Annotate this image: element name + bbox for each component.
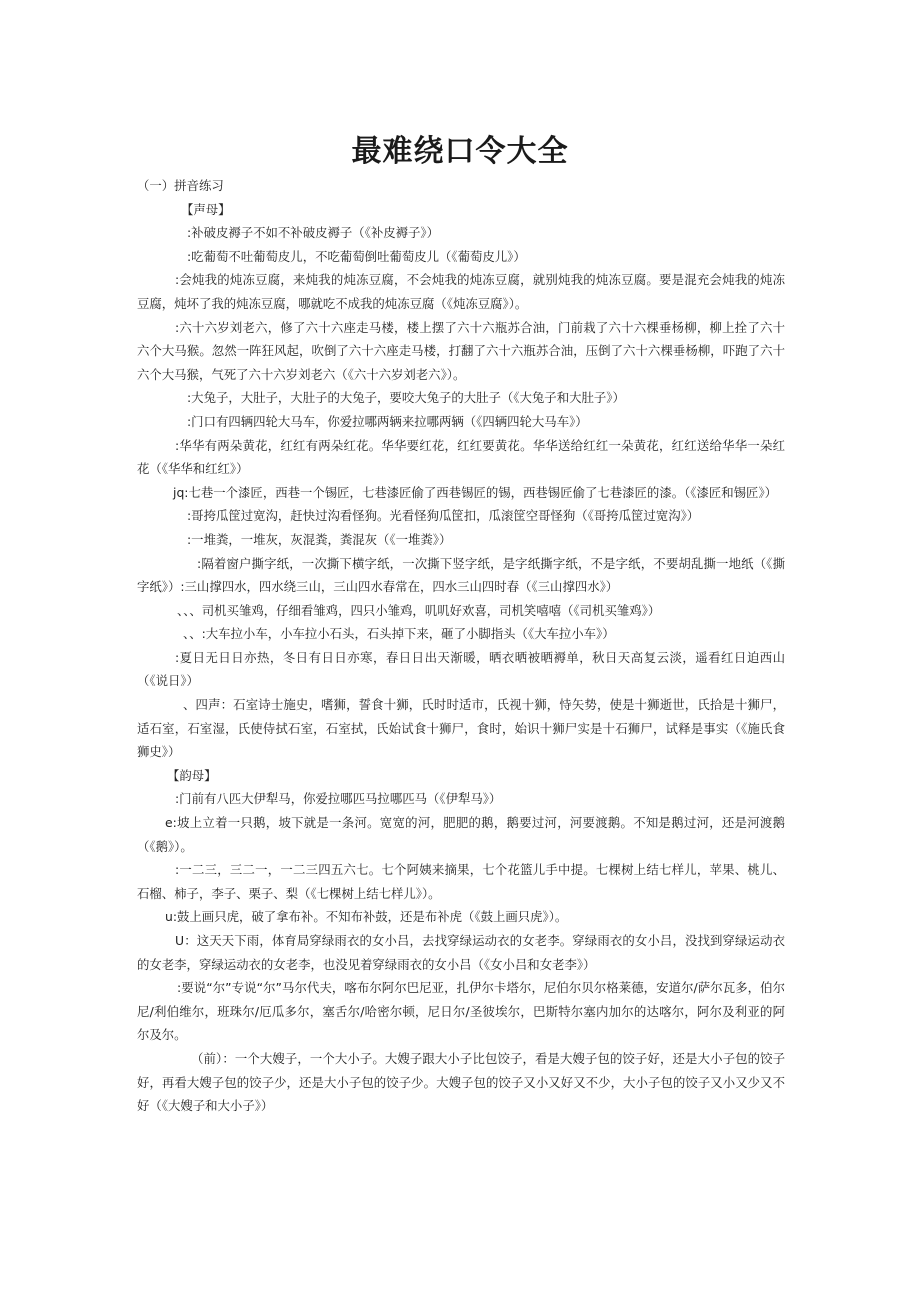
paragraph: 、四声：石室诗士施史，嗜狮，誓食十狮，氏时时适市，氏视十狮，恃矢势，使是十狮逝世，氏拾是十狮尸，适石室，石室湿，氏使侍拭石室，石室拭，氏始试食十狮尸，食时，始识十狮尸实是十石狮尸，试释是事实（《施氏食狮史》） [137, 697, 785, 760]
subheading-initials: 【声母】 [181, 201, 231, 217]
paragraph: :门口有四辆四轮大马车，你爱拉哪两辆来拉哪两辆（《四辆四轮大马车》） [187, 413, 588, 429]
paragraph: :隔着窗户撕字纸，一次撕下横字纸，一次撕下竖字纸，是字纸撕字纸，不是字纸，不要胡乱撕一地纸（《撕字纸》）:三山撑四水，四水绕三山，三山四水春常在，四水三山四时春（《三山撑四水》） [137, 555, 785, 595]
paragraph: （前）：一个大嫂子，一个大小子。大嫂子跟大小子比包饺子，看是大嫂子包的饺子好，还是大小子包的饺子好，再看大嫂子包的饺子少，还是大小子包的饺子少。大嫂子包的饺子又小又好又不少，大小子包的饺子又小又少又不好（《大嫂子和大小子》） [137, 1050, 785, 1114]
section-heading: （一）拼音练习 [137, 178, 224, 193]
paragraph: 、、:大车拉小车，小车拉小石头，石头掉下来，砸了小脚指头（《大车拉小车》） [183, 626, 615, 642]
paragraph: :六十六岁刘老六，修了六十六座走马楼，楼上摆了六十六瓶苏合油，门前栽了六十六棵垂杨柳，柳上拴了六十六个大马猴。忽然一阵狂风起，吹倒了六十六座走马楼，打翻了六十六瓶苏合油，压倒了六十六棵垂杨柳，吓跑了六十六个大马猴，气死了六十六岁刘老六（《六十六岁刘老六》）。 [137, 319, 785, 382]
paragraph: U：这天天下雨，体育局穿绿雨衣的女小吕，去找穿绿运动衣的女老李。穿绿雨衣的女小吕，没找到穿绿运动衣的女老李，穿绿运动衣的女老李，也没见着穿绿雨衣的女小吕（《女小吕和女老李》） [137, 933, 785, 972]
paragraph: e:坡上立着一只鹅，坡下就是一条河。宽宽的河，肥肥的鹅，鹅要过河，河要渡鹅。不知是鹅过河，还是河渡鹅（《鹅》）。 [137, 815, 785, 854]
document-body [137, 174, 785, 1118]
paragraph: :一堆粪，一堆灰，灰混粪，粪混灰（《一堆粪》） [187, 531, 452, 547]
paragraph: :夏日无日日亦热，冬日有日日亦寒，春日日出天渐暖，晒衣晒被晒褥单，秋日天高复云淡，遥看红日迫西山（《说日》） [137, 649, 785, 689]
paragraph: :门前有八匹大伊犁马，你爱拉哪匹马拉哪匹马（《伊犁马》） [175, 791, 502, 807]
paragraph: :大兔子，大肚子，大肚子的大兔子，要咬大兔子的大肚子（《大兔子和大肚子》） [187, 390, 625, 406]
paragraph: :会炖我的炖冻豆腐，来炖我的炖冻豆腐，不会炖我的炖冻豆腐，就别炖我的炖冻豆腐。要是混充会炖我的炖冻豆腐，炖坏了我的炖冻豆腐，哪就吃不成我的炖冻豆腐（《炖冻豆腐》）。 [137, 272, 785, 311]
paragraph: :补破皮褥子不如不补破皮褥子（《补皮褥子》） [187, 225, 439, 241]
paragraph: :吃葡萄不吐葡萄皮儿，不吃葡萄倒吐葡萄皮儿（《葡萄皮儿》） [187, 248, 526, 264]
paragraph: jq:七巷一个漆匠，西巷一个锡匠，七巷漆匠偷了西巷锡匠的锡，西巷锡匠偷了七巷漆匠的漆。（《漆匠和锡匠》） [173, 484, 778, 500]
paragraph: :哥挎瓜筐过宽沟，赶快过沟看怪狗。光看怪狗瓜筐扣，瓜滚筐空哥怪狗（《哥挎瓜筐过宽沟》） [187, 508, 700, 524]
paragraph: u:鼓上画只虎，破了拿布补。不知布补鼓，还是布补虎（《鼓上画只虎》）。 [165, 909, 568, 925]
paragraph: :一二三，三二一，一二三四五六七。七个阿姨来摘果，七个花篮儿手中提。七棵树上结七样儿，苹果、桃儿、石榴、柿子，李子、栗子、梨（《七棵树上结七样儿》）。 [137, 862, 785, 901]
page-title: 最难绕口令大全 [351, 134, 569, 170]
paragraph: :华华有两朵黄花，红红有两朵红花。华华要红花，红红要黄花。华华送给红红一朵黄花，红红送给华华一朵红花（《华华和红红》） [137, 437, 785, 477]
paragraph: 、、、司机买雏鸡，仔细看雏鸡，四只小雏鸡，叽叽好欢喜，司机笑嘻嘻（《司机买雏鸡》） [177, 602, 661, 618]
paragraph: :要说“尔”专说“尔”马尔代夫，喀布尔阿尔巴尼亚，扎伊尔卡塔尔，尼伯尔贝尔格莱德，安道尔/萨尔瓦多，伯尔尼/利伯维尔，班珠尔/厄瓜多尔，塞舌尔/哈密尔顿，尼日尔/圣彼埃尔，巴斯特尔塞内加尔的达喀尔，阿尔及利亚的阿尔及尔。 [137, 980, 785, 1043]
subheading-finals: 【韵母】 [167, 767, 217, 783]
